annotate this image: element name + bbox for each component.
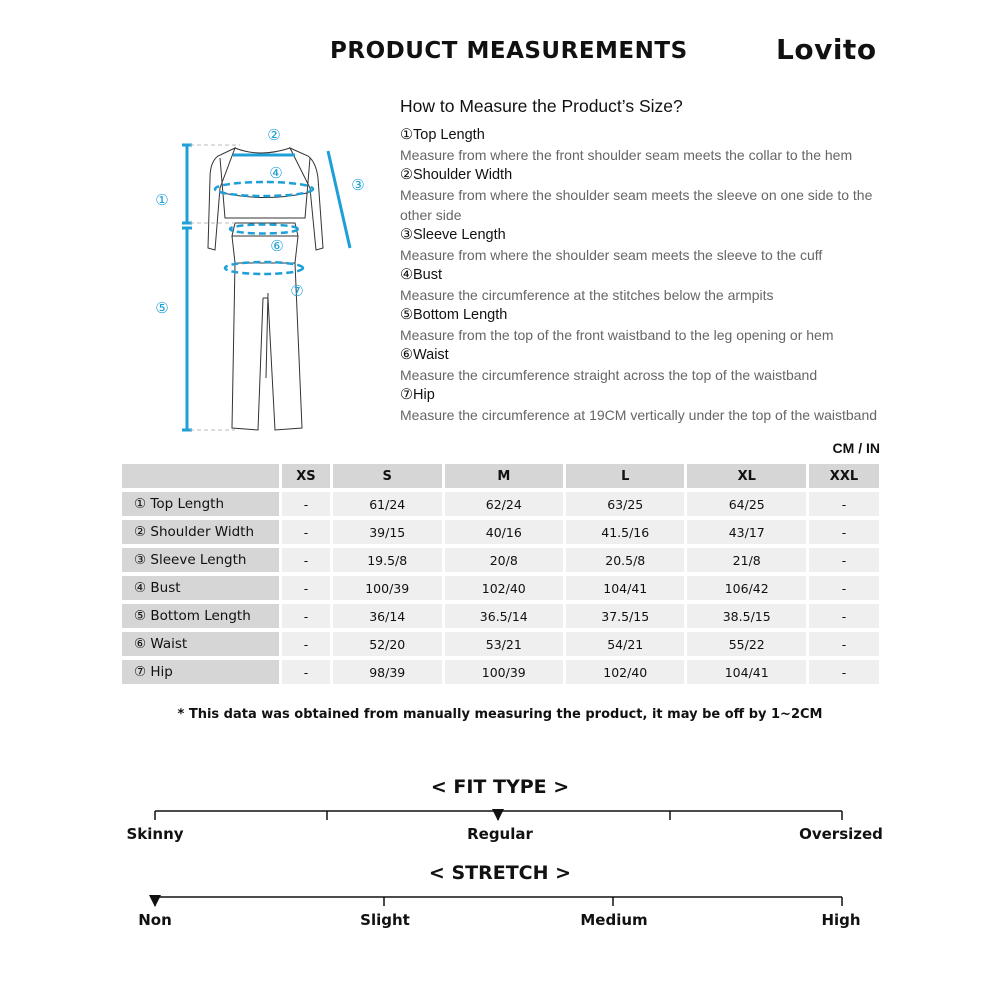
marker-top-length: ①	[155, 191, 169, 209]
brand-logo: Lovito	[776, 33, 877, 66]
table-row	[122, 548, 879, 572]
row-label: ④ Bust	[122, 576, 279, 600]
page-title: PRODUCT MEASUREMENTS	[330, 38, 688, 64]
jumpsuit-outline-illustration	[140, 118, 390, 438]
fit-type-scale	[0, 800, 1000, 824]
guide-item-name: ②Shoulder Width	[400, 167, 513, 183]
table-cell: 104/41	[566, 576, 684, 600]
table-row	[122, 632, 879, 656]
marker-bust: ④	[269, 164, 283, 182]
stretch-label-high: High	[821, 911, 861, 929]
table-cell: 37.5/15	[566, 604, 684, 628]
table-cell: 36/14	[333, 604, 442, 628]
row-label: ③ Sleeve Length	[122, 548, 279, 572]
table-row	[122, 492, 879, 516]
column-header: XXL	[809, 464, 879, 488]
table-cell: 53/21	[445, 632, 563, 656]
table-cell: 52/20	[333, 632, 442, 656]
guide-item	[400, 126, 880, 165]
guide-item	[400, 166, 880, 225]
table-cell: -	[282, 520, 330, 544]
table-cell: 100/39	[333, 576, 442, 600]
table-cell: -	[282, 492, 330, 516]
measurement-note: * This data was obtained from manually measuring the product, it may be off by 1~2CM	[177, 707, 823, 722]
guide-item-name: ⑦Hip	[400, 387, 435, 403]
marker-bottom-length: ⑤	[155, 299, 169, 317]
fit-label-regular: Regular	[467, 825, 533, 843]
marker-shoulder-width: ②	[267, 126, 281, 144]
table-cell: 55/22	[687, 632, 805, 656]
fit-label-oversized: Oversized	[799, 825, 883, 843]
row-label: ② Shoulder Width	[122, 520, 279, 544]
fit-label-skinny: Skinny	[126, 825, 184, 843]
table-cell: 64/25	[687, 492, 805, 516]
table-row	[122, 660, 879, 684]
marker-waist: ⑥	[270, 237, 284, 255]
table-cell: 43/17	[687, 520, 805, 544]
table-cell: 62/24	[445, 492, 563, 516]
table-cell: 104/41	[687, 660, 805, 684]
table-cell: -	[282, 604, 330, 628]
table-cell: 38.5/15	[687, 604, 805, 628]
guide-item	[400, 266, 880, 305]
table-cell: -	[282, 632, 330, 656]
table-cell: 54/21	[566, 632, 684, 656]
table-cell: 20/8	[445, 548, 563, 572]
table-cell: 63/25	[566, 492, 684, 516]
stretch-label-slight: Slight	[360, 911, 410, 929]
table-cell: 98/39	[333, 660, 442, 684]
column-header: L	[566, 464, 684, 488]
guide-item-name: ①Top Length	[400, 127, 485, 143]
table-row	[122, 576, 879, 600]
guide-heading: How to Measure the Product’s Size?	[400, 96, 683, 116]
table-row	[122, 520, 879, 544]
guide-item-desc: Measure from the top of the front waistband to the leg opening or hem	[400, 327, 834, 343]
guide-item-desc: Measure the circumference at 19CM vertically under the top of the waistband	[400, 407, 878, 423]
row-label: ⑤ Bottom Length	[122, 604, 279, 628]
row-label: ⑦ Hip	[122, 660, 279, 684]
stretch-scale	[0, 886, 1000, 910]
measure-guide	[400, 96, 880, 426]
guide-item-name: ④Bust	[400, 267, 443, 283]
size-table	[119, 460, 882, 688]
column-header: S	[333, 464, 442, 488]
guide-item-name: ⑥Waist	[400, 347, 449, 363]
column-header: XS	[282, 464, 330, 488]
table-cell: 41.5/16	[566, 520, 684, 544]
guide-item	[400, 346, 880, 385]
table-cell: 106/42	[687, 576, 805, 600]
guide-item-name: ⑤Bottom Length	[400, 307, 508, 323]
stretch-title: < STRETCH >	[428, 862, 572, 884]
table-cell: 102/40	[566, 660, 684, 684]
stretch-label-non: Non	[138, 911, 172, 929]
guide-item	[400, 306, 880, 345]
fit-type-indicator-icon	[492, 809, 504, 821]
table-corner-cell	[122, 464, 279, 488]
stretch-label-medium: Medium	[580, 911, 648, 929]
table-header-row	[122, 464, 879, 488]
table-cell: 39/15	[333, 520, 442, 544]
table-cell: 21/8	[687, 548, 805, 572]
table-cell: 40/16	[445, 520, 563, 544]
row-label: ① Top Length	[122, 492, 279, 516]
table-cell: 36.5/14	[445, 604, 563, 628]
guide-item-desc: Measure the circumference straight across the top of the waistband	[400, 367, 818, 383]
table-cell: -	[282, 576, 330, 600]
column-header: M	[445, 464, 563, 488]
table-cell: -	[809, 632, 879, 656]
table-cell: 20.5/8	[566, 548, 684, 572]
guide-item-desc: Measure from where the shoulder seam meets the sleeve on one side to the other side	[400, 187, 873, 223]
table-cell: -	[282, 548, 330, 572]
marker-sleeve-length: ③	[351, 176, 365, 194]
unit-label: CM / IN	[832, 440, 880, 456]
column-header: XL	[687, 464, 805, 488]
guide-item	[400, 226, 880, 265]
table-cell: -	[809, 520, 879, 544]
stretch-indicator-icon	[149, 895, 161, 907]
table-cell: -	[809, 576, 879, 600]
table-cell: 19.5/8	[333, 548, 442, 572]
table-cell: 61/24	[333, 492, 442, 516]
table-cell: -	[809, 492, 879, 516]
marker-hip: ⑦	[290, 282, 304, 300]
table-cell: -	[809, 660, 879, 684]
table-cell: -	[809, 604, 879, 628]
fit-type-title: < FIT TYPE >	[430, 776, 570, 798]
table-cell: -	[282, 660, 330, 684]
table-cell: -	[809, 548, 879, 572]
guide-item-name: ③Sleeve Length	[400, 227, 506, 243]
guide-item-desc: Measure the circumference at the stitches below the armpits	[400, 287, 774, 303]
table-cell: 102/40	[445, 576, 563, 600]
guide-item-desc: Measure from where the front shoulder seam meets the collar to the hem	[400, 147, 853, 163]
guide-item-desc: Measure from where the shoulder seam meets the sleeve to the cuff	[400, 247, 823, 263]
guide-item	[400, 386, 880, 425]
table-row	[122, 604, 879, 628]
row-label: ⑥ Waist	[122, 632, 279, 656]
table-cell: 100/39	[445, 660, 563, 684]
